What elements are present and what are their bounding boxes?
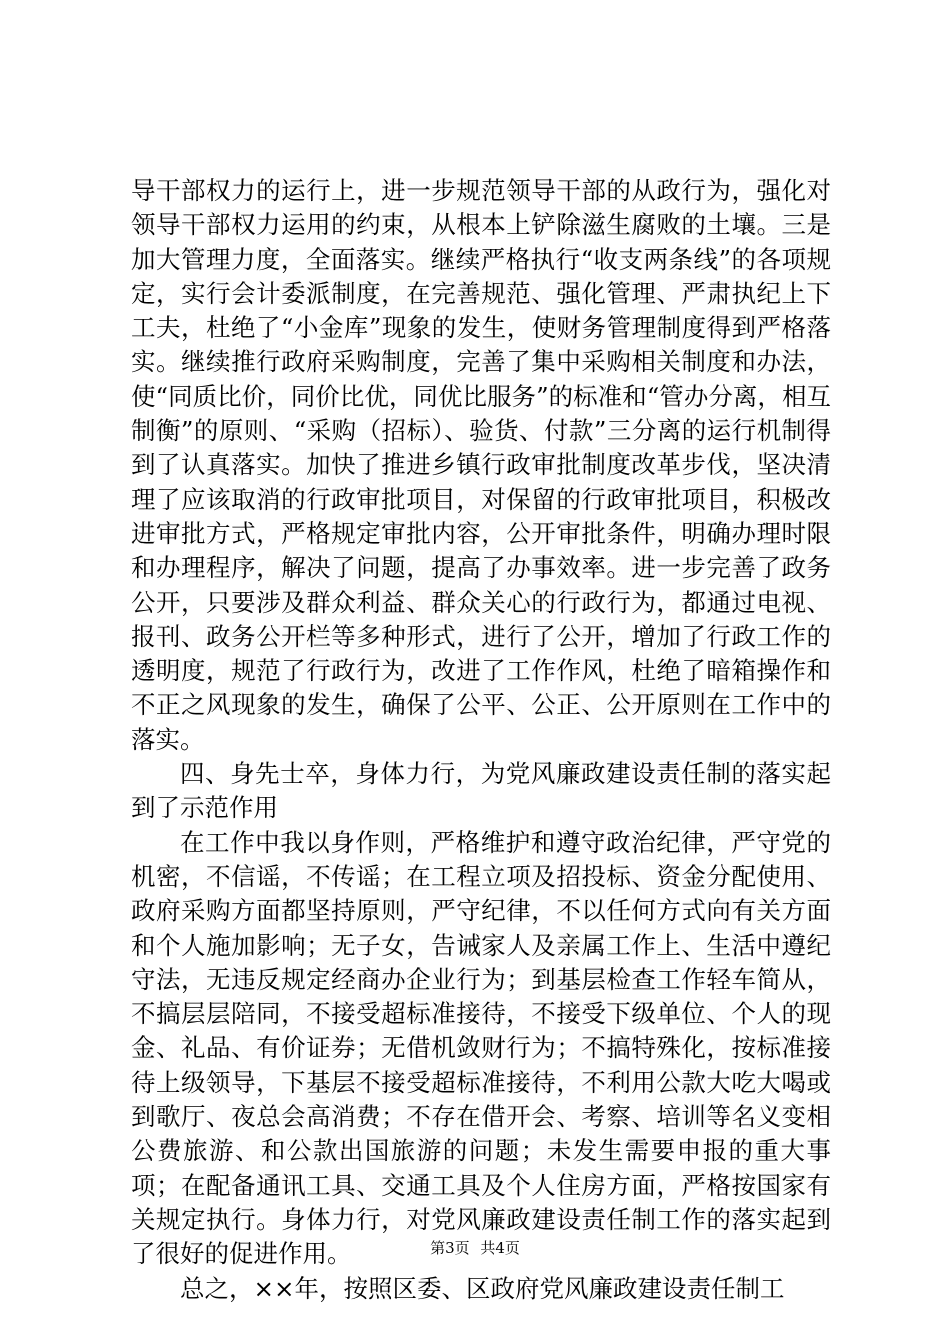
paragraph-continuation: 导干部权力的运行上，进一步规范领导干部的从政行为，强化对领导干部权力运用的约束，从根本上铲除滋生腐败的土壤。三是加大管理力度，全面落实。继续严格执行“收支两条线”的各项规定，实行会计委派制度，在完善规范、强化管理、严肃执纪上下工夫，杜绝了“小金库”现象的发生，使财务管理制度得到严格落实。继续推行政府采购制度，完善了集中采购相关制度和办法，使“同质比价，同价比优，同优比服务”的标准和“管办分离，相互制衡”的原则、“采购（招标）、验货、付款”三分离的运行机制得到了认真落实。加快了推进乡镇行政审批制度改革步伐，坚决清理了应该取消的行政审批项目，对保留的行政审批项目，积极改进审批方式，严格规定审批内容，公开审批条件，明确办理时限和办理程序，解决了问题，提高了办事效率。进一步完善了政务公开，只要涉及群众利益、群众关心的行政行为，都通过电视、报刊、政务公开栏等多种形式，进行了公开，增加了行政工作的透明度，规范了行政行为，改进了工作作风，杜绝了暗箱操作和不正之风现象的发生，确保了公平、公正、公开原则在工作中的落实。 bbox=[131, 176, 831, 754]
document-body bbox=[131, 174, 831, 1306]
page-number: 第3页 bbox=[430, 1239, 470, 1257]
page-footer bbox=[0, 1238, 950, 1258]
section-heading-four: 四、身先士卒，身体力行，为党风廉政建设责任制的落实起到了示范作用 bbox=[131, 759, 831, 823]
paragraph-self-discipline: 在工作中我以身作则，严格维护和遵守政治纪律，严守党的机密，不信谣，不传谣；在工程立项及招投标、资金分配使用、政府采购方面都坚持原则，严守纪律，不以任何方式向有关方面和个人施加影响；无子女，告诫家人及亲属工作上、生活中遵纪守法，无违反规定经商办企业行为；到基层检查工作轻车简从，不搞层层陪同，不接受超标准接待，不接受下级单位、个人的现金、礼品、有价证券；无借机敛财行为；不搞特殊化，按标准接待上级领导，下基层不接受超标准接待，不利用公款大吃大喝或到歌厅、夜总会高消费；不存在借开会、考察、培训等名义变相公费旅游、和公款出国旅游的问题；未发生需要申报的重大事项；在配备通讯工具、交通工具及个人住房方面，严格按国家有关规定执行。身体力行，对党风廉政建设责任制工作的落实起到了很好的促进作用。 bbox=[131, 827, 831, 1269]
paragraph-summary: 总之，××年，按照区委、区政府党风廉政建设责任制工 bbox=[180, 1273, 785, 1303]
page-total: 共4页 bbox=[480, 1239, 520, 1257]
